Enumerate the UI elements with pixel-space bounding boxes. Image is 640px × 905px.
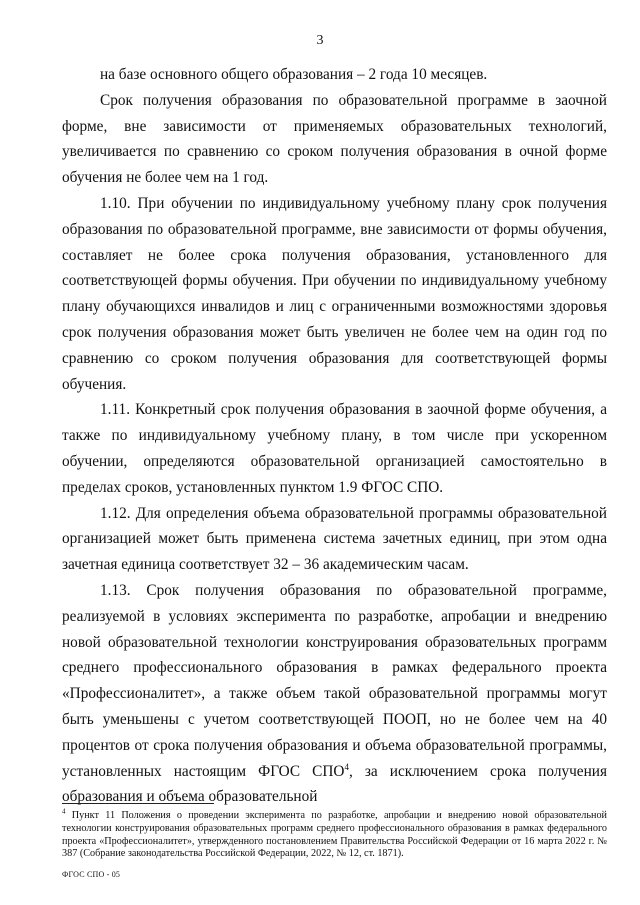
document-body: [62, 62, 607, 810]
page-number: 3: [316, 33, 324, 48]
footnote-separator: [62, 803, 214, 804]
paragraph-correspondence-form: Срок получения образования по образовательной программе в заочной форме, вне зависимости от применяемых образовательных технологий, увеличивается по сравнению со сроком получения образования в очной форме обучения не более чем на 1 год.: [62, 91, 607, 187]
footnote-text: Пункт 11 Положения о проведении эксперимента по разработке, апробации и внедрению новой образовательной технологии конструирования образовательных программ среднего профессионального образования в рамках федерального проекта «Профессионалитет», утвержденного постановлением Правительства Российской Федерации от 16 марта 2022 г. № 387 (Собрание законодательства Российской Федерации, 2022, № 12, ст. 1871).: [62, 810, 607, 860]
footnote-mark: 4: [62, 807, 66, 816]
paragraph-1-13-continuation: , за исключением срока получения образования и объема образовательной: [62, 762, 608, 806]
paragraph-duration-basic: на базе основного общего образования – 2 года 10 месяцев.: [100, 66, 488, 83]
paragraph-1-12: 1.12. Для определения объема образовательной программы образовательной организацией может быть применена система зачетных единиц, при этом одна зачетная единица соответствует 32 – 36 академическим часам.: [62, 504, 607, 574]
document-code: ФГОС СПО - 05: [62, 870, 121, 879]
footnote: [62, 807, 607, 861]
paragraph-1-13-text: 1.13. Срок получения образования по образовательной программе, реализуемой в условиях эксперимента по разработке, апробации и внедрению новой образовательной технологии конструирования образовательных программ среднего профессионального образования в рамках федерального проекта «Профессионалитет», а также объем такой образовательной программы могут быть уменьшены с учетом соответствующей ПООП, но не более чем на 40 процентов от срока получения образования и объема образовательной программы, установленных настоящим ФГОС СПО: [62, 581, 607, 780]
paragraph-1-10: 1.10. При обучении по индивидуальному учебному плану срок получения образования по образовательной программе, вне зависимости от формы обучения, составляет не более срока получения образования, установленного для соответствующей формы обучения. При обучении по индивидуальному учебному плану обучающихся инвалидов и лиц с ограниченными возможностями здоровья срок получения образования может быть увеличен не более чем на один год по сравнению со сроком получения образования для соответствующей формы обучения.: [62, 194, 607, 393]
paragraph-1-13: [62, 578, 607, 810]
footnote-reference: 4: [344, 761, 349, 772]
paragraph-1-11: 1.11. Конкретный срок получения образования в заочной форме обучения, а также по индивидуальному учебному плану, в том числе при ускоренном обучении, определяются образовательной организацией самостоятельно в пределах сроков, установленных пунктом 1.9 ФГОС СПО.: [62, 401, 607, 496]
